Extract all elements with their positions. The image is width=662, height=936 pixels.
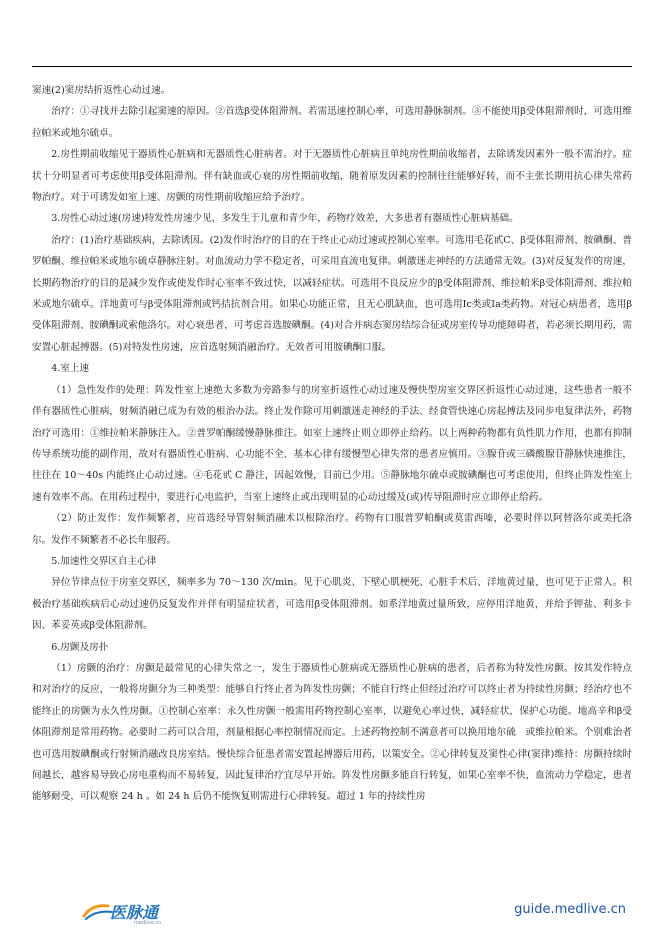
section-heading: 4.室上速 [51, 363, 90, 375]
logo-subtext: medlive.cn [134, 920, 162, 926]
header-rule [32, 66, 632, 67]
logo-swoosh-icon [82, 900, 114, 922]
paragraph: 治疗：①寻找并去除引起窦速的原因。②首选β受体阻滞剂。若需迅速控制心率，可选用静脉制剂。③不能使用β受体阻滞剂时，可选用维拉帕米或地尔硫卓。 [32, 106, 632, 139]
section-heading: 5.加速性交界区自主心律 [51, 555, 157, 567]
paragraph: 3.房性心动过速(房速)特发性房速少见，多发生于儿童和青少年，药物疗效差，大多患者有器质性心脏病基础。 [51, 213, 519, 225]
paragraph: （1）急性发作的处理：阵发性室上速绝大多数为旁路参与的房室折返性心动过速及慢快型房室交界区折返性心动过速，这些患者一般不伴有器质性心脏病，射频消融已成为有效的根治办法。终止发作除可用刺激迷走神经的手法、经食管快速心房起搏法及同步电复律法外，药物治疗可选用：①维拉帕米静脉注入。②普罗帕酮缓慢静脉推注。如室上速终止则立即停止给药。以上两种药物都有负性肌力作用，也都有抑制传导系统功能的副作用，故对有器质性心脏病、心功能不全、基本心律有缓慢型心律失常的患者应慎用。③腺苷或三磷酸腺苷静脉快速推注，往往在 10～40s 内能终止心动过速。④毛花甙 C 静注，因起效慢，目前已少用。⑤静脉地尔硫卓或胺碘酮也可考虑使用，但终止阵发性室上速有效率不高。在用药过程中，要进行心电监护，当室上速终止或出现明显的心动过缓及(或)传导阻滞时应立即停止给药。 [32, 384, 632, 503]
document-body [32, 80, 632, 870]
paragraph: （2）防止发作：发作频繁者，应首选经导管射频消融术以根除治疗。药物有口服普罗帕酮或莫雷西嗪，必要时伴以阿替洛尔或美托洛尔。发作不频繁者不必长年服药。 [32, 513, 632, 546]
medlive-logo[interactable] [82, 896, 162, 926]
paragraph: 窦速(2)窦房结折返性心动过速。 [32, 85, 171, 96]
paragraph: 治疗：(1)治疗基础疾病，去除诱因。(2)发作时治疗的目的在于终止心动过速或控制心室率。可选用毛花甙C、β受体阻滞剂、胺碘酮、普罗帕酮、维拉帕米或地尔硫卓静脉注射。对血流动力学不稳定者，可采用直流电复律。刺激迷走神经的方法通常无效。(3)对反复发作的房速，长期药物治疗的目的是减少发作或使发作时心室率不致过快，以减轻症状。可选用不良反应少的β受体阻滞剂、维拉帕米β受体阻滞剂、维拉帕米或地尔硫卓。洋地黄可与β受体阻滞剂或钙拮抗剂合用。如果心功能正常，且无心肌缺血，也可选用Ⅰc类或Ⅰa类药物。对冠心病患者，选用β受体阻滞剂、胺碘酮或索他洛尔。对心衰患者，可考虑首选胺碘酮。(4)对合并病态窦房结综合征或房室传导功能障碍者，若必须长期用药，需安置心脏起搏器。(5)对特发性房速，应首选射频消融治疗。无效者可用胺碘酮口服。 [32, 234, 632, 353]
footer-url-link[interactable]: guide.medlive.cn [514, 902, 626, 917]
paragraph: （1）房颤的治疗：房颤是最常见的心律失常之一，发生于器质性心脏病或无器质性心脏病的患者，后者称为特发性房颤。按其发作特点和对治疗的反应，一般将房颤分为三种类型：能够自行终止者为阵发性房颤；不能自行终止但经过治疗可以终止者为持续性房颤；经治疗也不能终止的房颤为永久性房颤。①控制心室率：永久性房颤一般需用药物控制心室率，以避免心率过快，减轻症状，保护心功能。地高辛和β受体阻滞剂是常用药物。必要时二药可以合用，剂量根据心率控制情况而定。上述药物控制不满意者可以换用地尔硫 或维拉帕米。个别难治者也可选用胺碘酮或行射频消融改良房室结。慢快综合征患者需安置起搏器后用药，以策安全。②心律转复及窦性心律(窦律)维持：房颤持续时间越长，越容易导致心房电重构而不易转复，因此复律治疗宜尽早开始。阵发性房颤多能自行转复，如果心室率不快，血流动力学稳定，患者能够耐受，可以观察 24 h 。如 24 h 后仍不能恢复则需进行心律转复。超过 1 年的持续性房 [32, 662, 632, 803]
section-heading: 6.房颤及房扑 [51, 641, 109, 653]
paragraph: 异位节律点位于房室交界区，频率多为 70～130 次/min。见于心肌炎、下壁心肌梗死、心脏手术后、洋地黄过量，也可见于正常人。积极治疗基础疾病后心动过速仍反复发作并伴有明显症状者，可选用β受体阻滞剂。如系洋地黄过量所致，应停用洋地黄，并给予钾盐、利多卡因、苯妥英或β受体阻滞剂。 [32, 577, 632, 632]
paragraph: 2.房性期前收缩见于器质性心脏病和无器质性心脏病者。对于无器质性心脏病且单纯房性期前收缩者，去除诱发因素外一般不需治疗。症状十分明显者可考虑使用β受体阻滞剂。伴有缺血或心衰的房性期前收缩，随着原发因素的控制往往能够好转，而不主张长期用抗心律失常药物治疗。对于可诱发如室上速、房颤的房性期前收缩应给予治疗。 [32, 149, 632, 204]
logo-text: 医脉通 [110, 902, 159, 922]
